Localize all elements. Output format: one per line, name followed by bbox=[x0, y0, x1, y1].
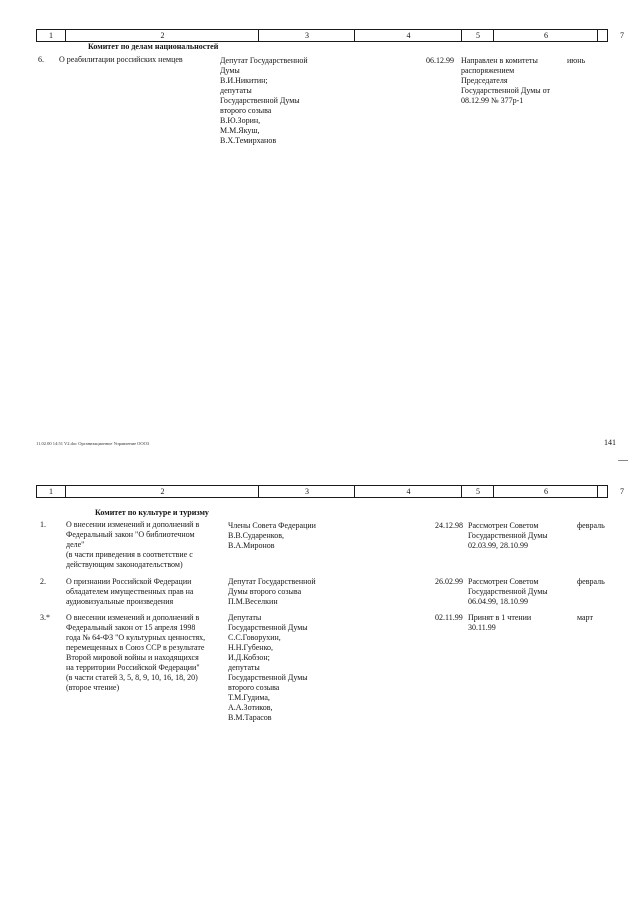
planned-term: июнь bbox=[567, 56, 586, 65]
column-number-4: 4 bbox=[354, 30, 462, 41]
column-number-4: 4 bbox=[354, 486, 462, 497]
bill-status: Рассмотрен Советом Государственной Думы 02.03.99, 28.10.99 bbox=[468, 521, 548, 550]
committee-heading-nationalities: Комитет по делам национальностей bbox=[88, 42, 219, 51]
row-number: 2. bbox=[40, 577, 46, 586]
row-number: 3.* bbox=[40, 613, 50, 622]
column-header-row-bottom bbox=[36, 485, 624, 498]
column-number-6: 6 bbox=[493, 486, 598, 497]
row-number: 1. bbox=[40, 520, 46, 529]
column-number-3: 3 bbox=[258, 486, 355, 497]
submission-date: 06.12.99 bbox=[426, 56, 454, 65]
row-number: 6. bbox=[38, 55, 44, 64]
bill-authors: Депутат Государственной Думы В.И.Никитин; депутаты Государственной Думы второго созыва В.Ю.Зорин, М.М.Якуш, В.Х.Темирханов bbox=[220, 56, 308, 145]
margin-mark bbox=[618, 460, 628, 461]
submission-date: 24.12.98 bbox=[435, 521, 463, 530]
column-number-6: 6 bbox=[493, 30, 598, 41]
column-header-row-top bbox=[36, 29, 624, 42]
submission-date: 26.02.99 bbox=[435, 577, 463, 586]
column-number-7: 7 bbox=[597, 30, 640, 41]
planned-term: февраль bbox=[577, 521, 605, 530]
bill-title: О признании Российской Федерации обладателем имущественных прав на аудиовизуальные произведения bbox=[66, 577, 194, 606]
column-number-1: 1 bbox=[49, 31, 53, 40]
committee-heading-culture: Комитет по культуре и туризму bbox=[95, 508, 209, 517]
column-number-3: 3 bbox=[258, 30, 355, 41]
column-number-1: 1 bbox=[49, 487, 53, 496]
bill-status: Направлен в комитеты распоряжением Председателя Государственной Думы от 08.12.99 № 377р-1 bbox=[461, 56, 551, 105]
bill-status: Рассмотрен Советом Государственной Думы 06.04.99, 18.10.99 bbox=[468, 577, 548, 606]
bill-status: Принят в 1 чтении 30.11.99 bbox=[468, 613, 532, 632]
column-number-2: 2 bbox=[65, 30, 259, 41]
column-number-5: 5 bbox=[461, 30, 494, 41]
bill-authors: Депутат Государственной Думы второго созыва П.М.Веселкин bbox=[228, 577, 316, 606]
planned-term: март bbox=[577, 613, 593, 622]
column-number-7: 7 bbox=[597, 486, 640, 497]
footer-file-note: 11.02.00 14:51 V2.doc Организационное Управление ООО3 bbox=[36, 441, 150, 446]
bill-authors: Депутаты Государственной Думы С.С.Говорухин, Н.Н.Губенко, И.Д.Кобзон; депутаты Государственной Думы второго созыва Т.М.Гудима, А.А.Зотиков, В.М.Тарасов bbox=[228, 613, 308, 722]
column-number-2: 2 bbox=[65, 486, 259, 497]
page-number: 141 bbox=[604, 438, 616, 447]
bill-authors: Члены Совета Федерации В.В.Сударенков, В.А.Миронов bbox=[228, 521, 316, 550]
bill-title: О реабилитации российских немцев bbox=[59, 55, 183, 64]
submission-date: 02.11.99 bbox=[435, 613, 463, 622]
column-number-5: 5 bbox=[461, 486, 494, 497]
planned-term: февраль bbox=[577, 577, 605, 586]
bill-title: О внесении изменений и дополнений в Федеральный закон "О библиотечном деле" (в части приведения в соответствие с действующим законодательством) bbox=[66, 520, 200, 569]
bill-title: О внесении изменений и дополнений в Федеральный закон от 15 апреля 1998 года № 64-ФЗ "О культурных ценностях, перемещенных в Союз ССР в результате Второй мировой войны и находящихся на территории Российской Федерации" (в части статей 3, 5, 8, 9, 10, 16, 18, 20) (второе чтение) bbox=[66, 613, 206, 692]
